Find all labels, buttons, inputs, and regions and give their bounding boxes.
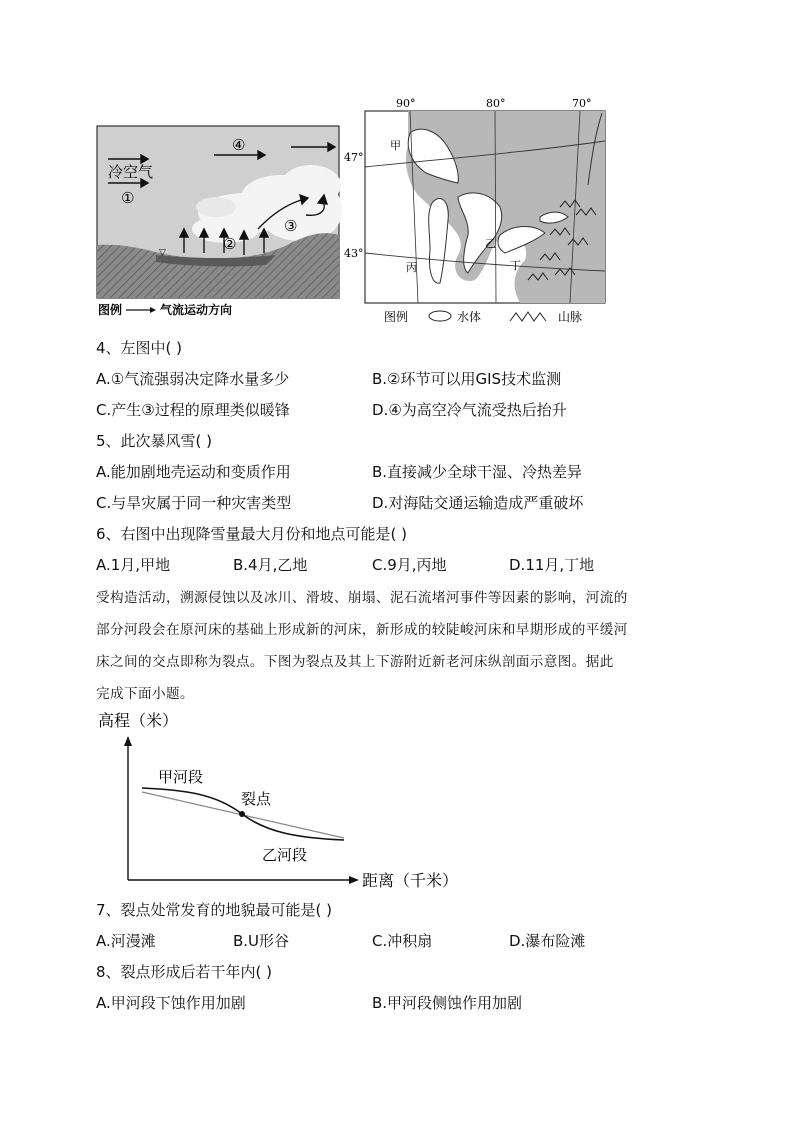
q8-option-a[interactable]: A.甲河段下蚀作用加剧 — [96, 994, 246, 1012]
q8-option-b[interactable]: B.甲河段侧蚀作用加剧 — [372, 994, 523, 1012]
place-yi: 乙 — [485, 237, 496, 250]
q7-option-b[interactable]: B.U形谷 — [233, 932, 290, 950]
map-legend-title: 图例 — [384, 310, 409, 324]
legend-title: 图例 — [98, 303, 123, 317]
lat-47-label: 47° — [344, 151, 364, 164]
q6-option-a[interactable]: A.1月,甲地 — [96, 556, 171, 574]
water-legend-icon — [429, 311, 451, 321]
mountain-legend-icon — [510, 312, 546, 321]
passage-text — [96, 582, 696, 710]
passage-line-4: 完成下面小题。 — [96, 686, 194, 702]
q7-option-c[interactable]: C.冲积扇 — [372, 932, 433, 950]
river-profile-figure — [96, 708, 476, 896]
map-legend-mountain: 山脉 — [558, 310, 583, 324]
marker-1: ① — [121, 189, 135, 207]
q5-option-d[interactable]: D.对海陆交通运输造成严重破坏 — [372, 494, 584, 512]
q7-option-d[interactable]: D.瀑布险滩 — [509, 932, 586, 950]
marker-4: ④ — [232, 136, 246, 154]
q4-option-d[interactable]: D.④为高空冷气流受热后抬升 — [372, 401, 567, 419]
marker-3: ③ — [284, 217, 298, 235]
profile-x-axis-label: 距离（千米） — [362, 871, 459, 890]
great-lakes-map-figure — [340, 95, 612, 327]
lat-43-label: 43° — [344, 247, 364, 260]
q5-option-a[interactable]: A.能加剧地壳运动和变质作用 — [96, 463, 291, 481]
question-5-stem: 5、此次暴风雪( ) — [96, 432, 213, 450]
q5-option-b[interactable]: B.直接减少全球干湿、冷热差异 — [372, 463, 583, 481]
question-6-stem: 6、右图中出现降雪量最大月份和地点可能是( ) — [96, 525, 408, 543]
question-4-stem: 4、左图中( ) — [96, 339, 183, 357]
knickpoint-dot — [239, 811, 245, 817]
passage-line-3: 床之间的交点即称为裂点。下图为裂点及其上下游附近新老河床纵剖面示意图。据此 — [96, 654, 614, 670]
profile-jia-label: 甲河段 — [158, 768, 204, 786]
place-jia: 甲 — [390, 139, 401, 152]
place-bing: 丙 — [406, 261, 417, 274]
q7-option-a[interactable]: A.河漫滩 — [96, 932, 156, 950]
marker-2: ② — [223, 235, 237, 253]
question-8-stem: 8、裂点形成后若干年内( ) — [96, 963, 273, 981]
profile-yi-label: 乙河段 — [262, 846, 308, 864]
q5-option-c[interactable]: C.与旱灾属于同一种灾害类型 — [96, 494, 292, 512]
q6-option-d[interactable]: D.11月,丁地 — [509, 556, 595, 574]
svg-text:▽: ▽ — [159, 248, 166, 258]
profile-y-axis-label: 高程（米） — [98, 711, 179, 730]
map-legend-water: 水体 — [457, 310, 482, 324]
lon-90-label: 90° — [396, 97, 416, 110]
storm-cross-section-figure — [96, 125, 346, 320]
q4-option-a[interactable]: A.①气流强弱决定降水量多少 — [96, 370, 290, 388]
lon-80-label: 80° — [486, 97, 506, 110]
question-7-stem: 7、裂点处常发育的地貌最可能是( ) — [96, 901, 333, 919]
lon-70-label: 70° — [572, 97, 592, 110]
cold-air-label: 冷空气 — [108, 163, 154, 181]
q4-option-b[interactable]: B.②环节可以用GIS技术监测 — [372, 370, 562, 388]
q6-option-c[interactable]: C.9月,丙地 — [372, 556, 447, 574]
place-ding: 丁 — [510, 259, 521, 272]
profile-point-label: 裂点 — [241, 790, 272, 808]
legend-airflow-label: 气流运动方向 — [160, 303, 233, 317]
q6-option-b[interactable]: B.4月,乙地 — [233, 556, 308, 574]
q4-option-c[interactable]: C.产生③过程的原理类似暖锋 — [96, 401, 290, 419]
passage-line-1: 受构造活动，溯源侵蚀以及冰川、滑坡、崩塌、泥石流堵河事件等因素的影响，河流的 — [96, 590, 628, 606]
passage-line-2: 部分河段会在原河床的基础上形成新的河床，新形成的较陡峻河床和早期形成的平缓河 — [96, 622, 628, 638]
